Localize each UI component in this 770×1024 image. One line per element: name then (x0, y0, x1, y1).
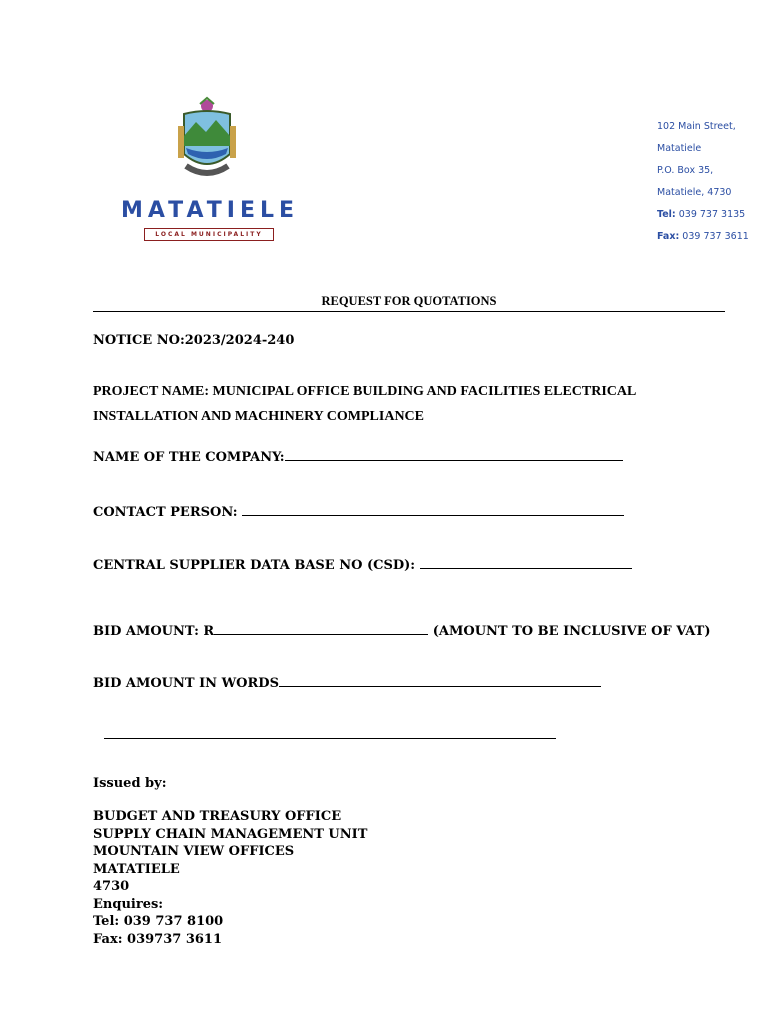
csd-field[interactable] (93, 556, 632, 573)
bid-amount-blank[interactable] (214, 622, 428, 635)
issuer-line: SUPPLY CHAIN MANAGEMENT UNIT (93, 826, 368, 842)
fax-label: Fax: (657, 231, 680, 242)
document-title: REQUEST FOR QUOTATIONS (321, 294, 497, 308)
tel-label: Tel: (657, 209, 676, 220)
contact-person-field[interactable] (93, 503, 624, 520)
bid-words-blank-2[interactable] (104, 726, 556, 739)
bid-words-label: BID AMOUNT IN WORDS (93, 676, 279, 691)
csd-label: CENTRAL SUPPLIER DATA BASE NO (CSD): (93, 558, 420, 573)
coat-of-arms-icon (172, 96, 242, 192)
municipality-logo (100, 96, 310, 246)
project-name-line2: INSTALLATION AND MACHINERY COMPLIANCE (93, 409, 424, 424)
logo-subtitle: LOCAL MUNICIPALITY (144, 228, 274, 241)
issuer-line: Enquires: (93, 896, 164, 912)
issuer-line: MOUNTAIN VIEW OFFICES (93, 844, 295, 859)
contact-person-blank[interactable] (242, 503, 624, 516)
address-pobox: P.O. Box 35, (657, 165, 714, 176)
logo-wordmark: MATATIELE (120, 198, 300, 223)
issuer-line: BUDGET AND TREASURY OFFICE (93, 809, 342, 824)
address-fax (657, 231, 749, 253)
company-name-label: NAME OF THE COMPANY: (93, 450, 285, 465)
issuer-line: 4730 (93, 879, 130, 894)
bid-amount-label: BID AMOUNT: R (93, 624, 215, 639)
title-underline (93, 311, 725, 312)
company-name-field[interactable] (93, 448, 623, 465)
address-street: 102 Main Street, (657, 121, 736, 132)
address-tel (657, 209, 749, 231)
issuer-block (93, 808, 367, 948)
tel-value: 039 737 3135 (675, 209, 746, 220)
bid-words-field[interactable] (93, 674, 601, 691)
fax-value: 039 737 3611 (679, 231, 749, 242)
address-postal: Matatiele, 4730 (657, 187, 732, 198)
bid-amount-note: (AMOUNT TO BE INCLUSIVE OF VAT) (428, 624, 711, 639)
contact-person-label: CONTACT PERSON: (93, 505, 243, 520)
bid-words-extra-line[interactable] (104, 726, 556, 743)
address-block (657, 121, 749, 253)
bid-words-blank[interactable] (279, 674, 601, 687)
project-name-line1: PROJECT NAME: MUNICIPAL OFFICE BUILDING AND FACILITIES ELECTRICAL (93, 384, 637, 399)
issued-by-label: Issued by: (93, 776, 167, 791)
address-town: Matatiele (657, 143, 702, 154)
document-title-row (93, 294, 725, 312)
issuer-line: Fax: 039737 3611 (93, 931, 222, 947)
issuer-line: MATATIELE (93, 861, 180, 877)
notice-number: NOTICE NO:2023/2024-240 (93, 333, 295, 348)
bid-amount-field[interactable] (93, 622, 711, 639)
company-name-blank[interactable] (285, 448, 623, 461)
csd-blank[interactable] (420, 556, 632, 569)
issuer-line: Tel: 039 737 8100 (93, 914, 224, 929)
